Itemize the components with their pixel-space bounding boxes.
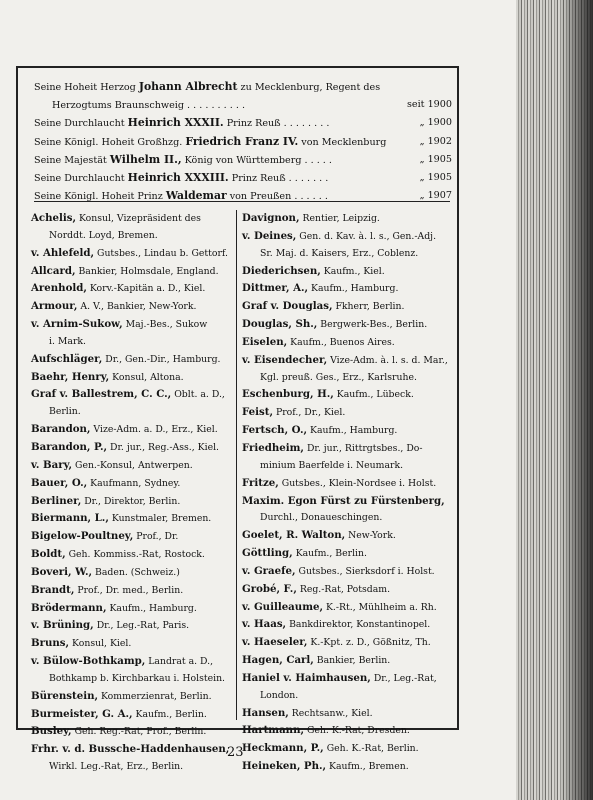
member-honorific: Seine Hoheit Herzog	[34, 82, 139, 93]
member-name: Diederichsen,	[242, 264, 321, 277]
honorary-member-entry	[34, 151, 452, 169]
member-title-suffix: zu Mecklenburg, Regent des	[237, 82, 381, 93]
member-name: Barandon,	[31, 423, 91, 436]
member-entry	[31, 298, 231, 316]
member-honorific: Seine Durchlaucht	[34, 118, 128, 130]
member-name: Friedrich Franz IV.	[185, 134, 299, 148]
member-entry-line	[31, 493, 231, 511]
member-details: Bankier, Holmsdale, England.	[75, 265, 219, 277]
member-name: Wilhelm II.,	[109, 152, 182, 166]
member-entry-line	[31, 546, 231, 564]
member-details: Kommerzienrat, Berlin.	[98, 690, 212, 702]
member-entry-line	[242, 404, 454, 422]
member-entry	[31, 582, 231, 600]
member-name: Boveri, W.,	[31, 565, 93, 578]
member-entry-line	[31, 210, 231, 228]
member-details: Oblt. a. D.,	[171, 389, 225, 401]
member-entry-line	[242, 527, 454, 545]
member-details: Geh. K.-Rat, Berlin.	[323, 743, 419, 755]
member-details: Dr., Leg.-Rat, Paris.	[93, 620, 190, 632]
member-entry-line	[31, 369, 231, 387]
member-entry-line	[31, 741, 231, 759]
member-name: Graf v. Ballestrem, C. C.,	[31, 388, 172, 401]
member-honorific: Seine Königl. Hoheit Prinz	[34, 191, 166, 203]
member-title-suffix: König von Württemberg . . . . .	[181, 154, 332, 166]
member-entry-line	[31, 510, 231, 528]
membership-year: „ 1905	[419, 153, 452, 165]
member-details: Konsul, Altona.	[109, 371, 184, 383]
member-details-continuation: Durchl., Donaueschingen.	[260, 512, 383, 524]
binding-shadow	[560, 0, 593, 800]
member-entry-line	[31, 688, 231, 706]
member-details: Kaufm., Kiel.	[320, 265, 385, 277]
member-entry-line	[242, 440, 454, 458]
member-entry-line	[242, 334, 454, 352]
member-entry-line	[242, 599, 454, 617]
member-details: Dr., Gen.-Dir., Hamburg.	[102, 353, 221, 365]
member-entry-line	[31, 475, 231, 493]
member-entry-line	[242, 210, 454, 228]
member-details: Gutsbes., Lindau b. Gettorf.	[94, 247, 228, 259]
member-name: Armour,	[31, 300, 78, 313]
member-title-line	[52, 96, 245, 115]
member-name: Fertsch, O.,	[242, 424, 308, 437]
member-name: Biermann, L.,	[31, 512, 109, 525]
member-name: Waldemar	[165, 189, 227, 203]
member-entry	[242, 652, 454, 670]
member-entry-line	[242, 581, 454, 599]
member-entry	[242, 670, 454, 705]
member-title-line	[34, 133, 386, 152]
member-entry	[242, 263, 454, 281]
member-name: Davignon,	[242, 212, 300, 224]
member-entry	[31, 280, 231, 298]
member-details-continuation: Wirkl. Leg.-Rat, Erz., Berlin.	[49, 761, 184, 773]
member-entry	[31, 351, 231, 369]
member-entry-line	[242, 758, 454, 776]
member-entry-line	[242, 263, 454, 281]
member-title-suffix: . . . . . . . . . .	[184, 100, 245, 112]
member-entry	[31, 510, 231, 528]
member-details: Kaufm., Hamburg.	[308, 283, 399, 295]
member-entry-line	[242, 563, 454, 581]
member-name: Johann Albrecht	[138, 80, 238, 93]
member-name: Hartmann,	[242, 724, 305, 737]
member-details: Bergwerk-Bes., Berlin.	[317, 319, 428, 331]
member-details: A. V., Bankier, New-York.	[77, 301, 197, 313]
member-details: Kaufm., Hamburg.	[307, 425, 398, 437]
member-entry	[242, 316, 454, 334]
member-name: Heineken, Ph.,	[242, 760, 327, 773]
member-honorific: Herzogtums Braunschweig	[52, 100, 184, 112]
member-entry-line	[31, 245, 231, 263]
member-entry	[242, 545, 454, 563]
member-details: Maj.-Bes., Sukow	[122, 319, 208, 331]
member-details: Kaufm., Berlin.	[292, 548, 367, 560]
member-name: Busley,	[31, 725, 72, 738]
member-entry-line	[31, 600, 231, 618]
member-name: Arenhold,	[31, 282, 87, 295]
member-entry	[31, 741, 231, 776]
member-entry-line	[242, 422, 454, 440]
member-details: Rechtsanw., Kiel.	[288, 707, 373, 719]
member-details: Kaufm., Lübeck.	[333, 389, 414, 401]
member-details-continuation: Sr. Maj. d. Kaisers, Erz., Coblenz.	[260, 247, 419, 259]
member-entry	[31, 245, 231, 263]
membership-year: „ 1902	[419, 135, 452, 147]
member-details: Gutsbes., Sierksdorf i. Holst.	[295, 565, 435, 577]
honorary-member-entry	[34, 114, 452, 132]
member-entry-line	[31, 457, 231, 475]
honorary-member-entry	[34, 169, 452, 187]
member-details: Bankdirektor, Konstantinopel.	[286, 619, 431, 631]
member-details: Gutsbes., Klein-Nordsee i. Holst.	[278, 477, 437, 489]
honorary-member-entry	[34, 78, 452, 96]
member-entry	[242, 527, 454, 545]
member-entry	[31, 617, 231, 635]
member-name: Eiselen,	[242, 335, 288, 348]
member-name: Baehr, Henry,	[31, 370, 110, 383]
member-title-suffix: von Preußen . . . . . .	[226, 191, 328, 203]
member-entry	[31, 564, 231, 582]
member-name: Burmeister, G. A.,	[31, 707, 133, 720]
section-divider	[34, 201, 450, 202]
member-details: Fkherr, Berlin.	[332, 301, 405, 313]
member-title-line	[34, 187, 328, 206]
member-name: Hagen, Carl,	[242, 654, 314, 667]
member-name: v. Arnim-Sukow,	[31, 318, 123, 331]
member-name: Bürenstein,	[31, 689, 99, 702]
member-name: Goelet, R. Walton,	[242, 529, 346, 542]
member-title-suffix: von Mecklenburg	[298, 136, 387, 148]
member-entry-line	[31, 528, 231, 546]
member-entry	[31, 600, 231, 618]
member-entry	[242, 334, 454, 352]
member-entry	[31, 493, 231, 511]
member-entry-line	[31, 617, 231, 635]
member-entry-line	[242, 280, 454, 298]
member-entry	[31, 439, 231, 457]
member-details: Kaufm., Bremen.	[326, 761, 409, 773]
member-details: Kaufmann, Sydney.	[87, 477, 181, 489]
member-name: Brödermann,	[31, 601, 107, 614]
member-entry-line	[31, 723, 231, 741]
member-details: Konsul, Kiel.	[69, 638, 132, 650]
member-details: K.-Kpt. z. D., Gößnitz, Th.	[307, 637, 431, 649]
member-entry	[242, 722, 454, 740]
member-name: v. Deines,	[242, 229, 297, 242]
member-details: Geh. K.-Rat, Dresden.	[304, 725, 410, 737]
member-details: Dr., Direktor, Berlin.	[81, 495, 181, 507]
member-entry-line	[242, 298, 454, 316]
member-entry	[31, 421, 231, 439]
member-entry	[31, 369, 231, 387]
member-details-continuation: Berlin.	[49, 406, 81, 418]
member-entry	[242, 599, 454, 617]
member-name: Fritze,	[242, 476, 279, 489]
member-name: Grobé, F.,	[242, 582, 297, 595]
member-entry-line	[31, 706, 231, 724]
member-entry	[31, 528, 231, 546]
member-details: Kaufm., Hamburg.	[106, 602, 197, 614]
member-entry-line	[242, 670, 454, 688]
member-entry	[242, 422, 454, 440]
member-entry	[242, 634, 454, 652]
member-name: Göttling,	[242, 547, 293, 560]
honorary-members-list	[34, 78, 452, 205]
member-details: Gen. d. Kav. à. l. s., Gen.-Adj.	[296, 230, 437, 242]
member-name: Friedheim,	[242, 441, 304, 454]
member-name: v. Haeseler,	[242, 636, 308, 649]
member-name: Heckmann, P.,	[242, 742, 324, 755]
member-details-continuation: Bothkamp b. Kirchbarkau i. Holstein.	[49, 672, 226, 684]
member-details: Prof., Dr. med., Berlin.	[74, 584, 184, 596]
member-entry	[242, 280, 454, 298]
member-name: Boldt,	[31, 548, 66, 561]
member-name: Eschenburg, H.,	[242, 388, 334, 401]
member-entry-line	[31, 386, 231, 404]
member-details-continuation: London.	[260, 689, 299, 701]
member-details: Vize-Adm. a. D., Erz., Kiel.	[90, 424, 218, 436]
member-name: v. Bülow-Bothkamp,	[31, 655, 146, 668]
member-details: Gen.-Konsul, Antwerpen.	[72, 459, 193, 471]
member-details: Dr. jur., Reg.-Ass., Kiel.	[107, 441, 219, 453]
member-name: Berliner,	[31, 494, 82, 507]
member-details: Dr. jur., Rittrgtsbes., Do-	[303, 442, 423, 454]
member-entry-line	[242, 493, 454, 511]
member-name: Bigelow-Poultney,	[31, 530, 134, 543]
member-entry-line	[242, 652, 454, 670]
member-title-line	[34, 151, 332, 170]
members-column-left	[31, 210, 231, 776]
member-honorific: Seine Majestät	[34, 154, 110, 166]
member-name: v. Eisendecher,	[242, 353, 328, 366]
member-name: v. Guilleaume,	[242, 600, 324, 613]
member-entry-line	[242, 352, 454, 370]
member-entry	[242, 352, 454, 387]
member-honorific: Seine Durchlaucht	[34, 172, 128, 184]
member-entry	[242, 404, 454, 422]
member-details: Konsul, Vizepräsident des	[76, 213, 201, 224]
member-title-suffix: Prinz Reuß . . . . . . . .	[223, 118, 330, 130]
member-entry	[242, 210, 454, 228]
member-entry	[242, 493, 454, 528]
member-details: Geh. Kommiss.-Rat, Rostock.	[65, 549, 205, 561]
member-entry	[31, 706, 231, 724]
member-details-continuation: minium Baerfelde i. Neumark.	[260, 459, 404, 471]
member-name: Douglas, Sh.,	[242, 318, 318, 331]
member-name: Haniel v. Haimhausen,	[242, 671, 371, 684]
member-title-line	[34, 114, 329, 133]
member-entry	[31, 263, 231, 281]
member-entry	[31, 210, 231, 245]
member-honorific: Seine Königl. Hoheit Großhzg.	[34, 136, 186, 148]
member-entry	[242, 563, 454, 581]
member-name: Bauer, O.,	[31, 476, 88, 489]
member-details: Vize-Adm. à. l. s. d. Mar.,	[327, 354, 448, 366]
member-details: Baden. (Schweiz.)	[92, 566, 180, 578]
member-entry	[242, 440, 454, 475]
member-details: Reg.-Rat, Potsdam.	[296, 583, 391, 595]
member-entry	[31, 635, 231, 653]
member-title-line	[34, 78, 380, 97]
member-details: K.-Rt., Mühlheim a. Rh.	[323, 601, 437, 613]
membership-year: „ 1905	[419, 171, 452, 183]
member-name: Bruns,	[31, 637, 70, 650]
member-entry-line	[31, 298, 231, 316]
membership-year: seit 1900	[407, 99, 452, 111]
page-number: 23	[227, 745, 244, 760]
member-details: Korv.-Kapitän a. D., Kiel.	[86, 283, 206, 295]
member-entry	[31, 723, 231, 741]
member-entry	[242, 740, 454, 758]
member-entry-line	[242, 228, 454, 246]
member-details: Kaufm., Berlin.	[132, 708, 207, 720]
member-entry	[31, 475, 231, 493]
member-entry-line	[31, 439, 231, 457]
member-details: Bankier, Berlin.	[313, 655, 391, 667]
member-entry-line	[242, 634, 454, 652]
member-name: Dittmer, A.,	[242, 282, 309, 295]
membership-year: „ 1900	[419, 117, 452, 129]
member-name: Frhr. v. d. Bussche-Haddenhausen,	[31, 743, 230, 756]
member-name: Feist,	[242, 406, 274, 419]
member-name: v. Ahlefeld,	[31, 246, 95, 259]
member-entry	[242, 581, 454, 599]
member-entry-line	[242, 705, 454, 723]
member-entry	[242, 758, 454, 776]
member-entry	[31, 653, 231, 688]
member-name: Brandt,	[31, 583, 75, 596]
member-entry	[242, 475, 454, 493]
member-details-continuation: Kgl. preuß. Ges., Erz., Karlsruhe.	[260, 371, 417, 383]
member-entry-line	[242, 386, 454, 404]
member-name: Aufschläger,	[31, 352, 103, 365]
member-entry	[31, 688, 231, 706]
member-entry-line	[31, 351, 231, 369]
member-details: Landrat a. D.,	[145, 656, 214, 668]
member-details: New-York.	[345, 530, 396, 542]
member-details: Prof., Dr., Kiel.	[273, 407, 346, 419]
member-entry-line	[31, 263, 231, 281]
column-divider	[236, 210, 237, 720]
member-details: Rentier, Leipzig.	[299, 213, 380, 224]
member-entry-line	[31, 653, 231, 671]
honorary-member-entry	[34, 187, 452, 205]
member-entry-line	[242, 545, 454, 563]
member-entry	[31, 316, 231, 351]
member-details: Dr., Leg.-Rat,	[370, 672, 437, 684]
member-name: Barandon, P.,	[31, 440, 108, 453]
member-entry-line	[242, 475, 454, 493]
member-name: v. Graefe,	[242, 564, 296, 577]
member-title-suffix: Prinz Reuß . . . . . . .	[228, 172, 329, 184]
member-entry-line	[31, 280, 231, 298]
member-entry	[242, 705, 454, 723]
honorary-member-entry	[34, 96, 452, 114]
member-entry-line	[31, 582, 231, 600]
member-entry	[31, 386, 231, 421]
member-name: Graf v. Douglas,	[242, 300, 333, 313]
member-entry-line	[242, 740, 454, 758]
member-entry	[242, 298, 454, 316]
members-column-right	[242, 210, 454, 776]
member-entry-line	[31, 564, 231, 582]
membership-year: „ 1907	[419, 190, 452, 202]
member-name: v. Haas,	[242, 618, 287, 631]
member-entry-line	[242, 616, 454, 634]
member-details: Prof., Dr.	[133, 531, 179, 543]
member-details-continuation: Norddt. Loyd, Bremen.	[49, 229, 158, 241]
member-entry	[242, 386, 454, 404]
member-name: Heinrich XXXIII.	[127, 170, 229, 184]
member-details: Geh. Reg.-Rat, Prof., Berlin.	[71, 726, 207, 738]
member-name: Hansen,	[242, 706, 289, 719]
member-details-continuation: i. Mark.	[49, 335, 86, 347]
member-entry-line	[31, 635, 231, 653]
honorary-member-entry	[34, 133, 452, 151]
member-name: v. Brüning,	[31, 619, 94, 632]
member-name: Allcard,	[31, 264, 76, 277]
member-entry	[242, 228, 454, 263]
member-name: Maxim. Egon Fürst zu Fürstenberg,	[242, 494, 445, 507]
member-entry-line	[31, 316, 231, 334]
member-name: v. Bary,	[31, 458, 73, 471]
member-entry-line	[242, 722, 454, 740]
member-title-line	[34, 169, 328, 188]
member-details: Kunstmaler, Bremen.	[108, 513, 212, 525]
member-name: Achelis,	[31, 212, 77, 224]
member-entry-line	[31, 421, 231, 439]
member-entry-line	[242, 316, 454, 334]
member-details: Kaufm., Buenos Aires.	[287, 336, 395, 348]
member-entry	[31, 457, 231, 475]
member-name: Heinrich XXXII.	[127, 116, 224, 130]
member-entry	[31, 546, 231, 564]
member-entry	[242, 616, 454, 634]
